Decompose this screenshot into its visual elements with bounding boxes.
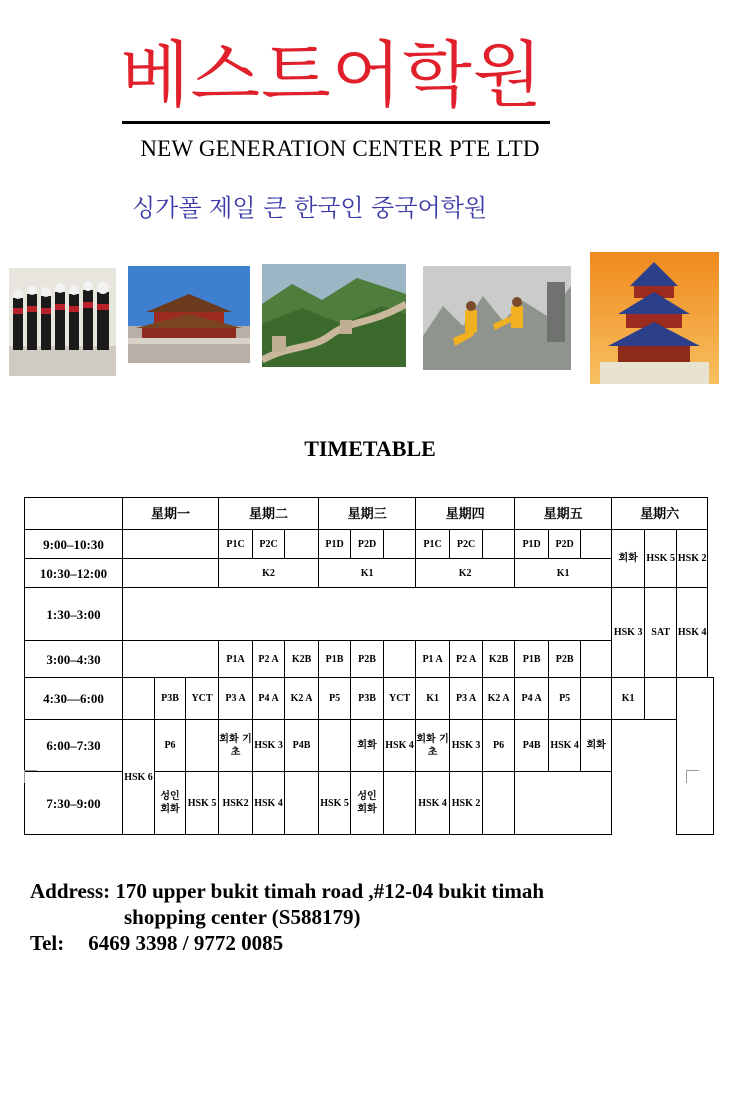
tel-value: 6469 3398 / 9772 0085: [88, 931, 284, 955]
class-cell: P3B: [351, 678, 384, 720]
empty-cell: [483, 772, 515, 835]
empty-cell: [384, 772, 416, 835]
class-cell: 회화: [612, 530, 645, 588]
school-title-korean: 베스트어학원: [120, 33, 544, 117]
empty-cell: [285, 772, 319, 835]
empty-cell: [581, 678, 612, 720]
empty-cell: [384, 641, 416, 678]
time-slot: 9:00–10:30: [25, 530, 123, 559]
empty-cell: [384, 530, 416, 559]
empty-cell: [319, 720, 351, 772]
empty-cell: [186, 720, 219, 772]
time-slot: 1:30–3:00: [25, 588, 123, 641]
timetable-heading: TIMETABLE: [304, 436, 436, 461]
address-line-2: shopping center (S588179): [124, 905, 361, 929]
class-cell: HSK 4: [549, 720, 581, 772]
class-cell: P4 A: [253, 678, 285, 720]
great-wall-photo: [262, 264, 406, 367]
empty-cell: [645, 678, 677, 720]
class-cell: K2: [219, 559, 319, 588]
class-cell: HSK 5: [645, 530, 677, 588]
timetable-header-row: [25, 498, 714, 530]
class-cell: P1C: [219, 530, 253, 559]
class-cell: K1: [612, 678, 645, 720]
class-cell: HSK 2: [450, 772, 483, 835]
class-cell: SAT: [645, 588, 677, 678]
class-cell: P2D: [351, 530, 384, 559]
school-title-english: NEW GENERATION CENTER PTE LTD: [140, 136, 540, 161]
class-cell: P2B: [351, 641, 384, 678]
class-cell: P1B: [515, 641, 549, 678]
class-cell: P1C: [416, 530, 450, 559]
day-header: 星期五: [515, 498, 612, 530]
class-cell: YCT: [384, 678, 416, 720]
class-cell: K2B: [285, 641, 319, 678]
timetable-row: [25, 588, 714, 641]
class-cell: HSK 6: [123, 720, 155, 835]
day-header: 星期三: [319, 498, 416, 530]
class-cell: HSK 4: [384, 720, 416, 772]
address-block: [30, 878, 544, 956]
class-cell: 성인 회화: [155, 772, 186, 835]
timetable-row: [25, 559, 714, 588]
time-slot: 10:30–12:00: [25, 559, 123, 588]
time-slot: 7:30–9:00: [25, 772, 123, 835]
class-cell: K2 A: [483, 678, 515, 720]
class-cell: HSK 3: [612, 588, 645, 678]
class-cell: HSK 5: [186, 772, 219, 835]
forbidden-city-photo: [128, 266, 250, 363]
class-cell: P3 A: [450, 678, 483, 720]
title-divider: [122, 121, 550, 124]
class-cell: HSK 4: [253, 772, 285, 835]
minority-dancers-photo: [9, 268, 116, 376]
class-cell: P2C: [450, 530, 483, 559]
time-slot: 4:30—6:00: [25, 678, 123, 720]
class-cell: P2B: [549, 641, 581, 678]
class-cell: HSK 4: [677, 588, 708, 678]
empty-cell: [123, 678, 155, 720]
class-cell: K1: [416, 678, 450, 720]
class-cell: P2 A: [253, 641, 285, 678]
time-slot: 6:00–7:30: [25, 720, 123, 772]
timetable: [24, 497, 714, 835]
empty-cell: [123, 588, 612, 641]
tel-label: Tel:: [30, 931, 65, 955]
class-cell: YCT: [186, 678, 219, 720]
empty-cell: [123, 559, 219, 588]
class-cell: P5: [319, 678, 351, 720]
class-cell: K2B: [483, 641, 515, 678]
kungfu-monks-photo: [423, 266, 571, 370]
empty-cell: [123, 641, 219, 678]
day-header: 星期二: [219, 498, 319, 530]
timetable-row: [25, 678, 714, 720]
day-header: 星期一: [123, 498, 219, 530]
class-cell: HSK 5: [319, 772, 351, 835]
empty-cell: [483, 530, 515, 559]
class-cell: P3B: [155, 678, 186, 720]
class-cell: P6: [483, 720, 515, 772]
class-cell: 회화: [351, 720, 384, 772]
empty-cell: [123, 530, 219, 559]
address-line-1: 170 upper bukit timah road ,#12-04 bukit timah: [115, 879, 545, 903]
class-cell: 성인 회화: [351, 772, 384, 835]
day-header: 星期四: [416, 498, 515, 530]
corner-mark-right: [686, 770, 699, 783]
class-cell: HSK 2: [677, 530, 708, 588]
corner-cell: [25, 498, 123, 530]
class-cell: P6: [155, 720, 186, 772]
class-cell: P2C: [253, 530, 285, 559]
empty-cell: [581, 530, 612, 559]
class-cell: P4B: [285, 720, 319, 772]
class-cell: K1: [319, 559, 416, 588]
class-cell: 회화 기초: [416, 720, 450, 772]
temple-of-heaven-photo: [590, 252, 719, 384]
class-cell: P2 A: [450, 641, 483, 678]
class-cell: HSK 4: [416, 772, 450, 835]
class-cell: P4B: [515, 720, 549, 772]
empty-cell: [677, 678, 714, 835]
class-cell: P1 A: [416, 641, 450, 678]
class-cell: P2D: [549, 530, 581, 559]
class-cell: HSK 3: [450, 720, 483, 772]
time-slot: 3:00–4:30: [25, 641, 123, 678]
class-cell: P1A: [219, 641, 253, 678]
empty-cell: [285, 530, 319, 559]
address-label: Address:: [30, 879, 111, 903]
empty-cell: [515, 772, 612, 835]
class-cell: P1D: [515, 530, 549, 559]
class-cell: P4 A: [515, 678, 549, 720]
class-cell: K2: [416, 559, 515, 588]
class-cell: K2 A: [285, 678, 319, 720]
class-cell: HSK 3: [253, 720, 285, 772]
class-cell: 회화: [581, 720, 612, 772]
class-cell: 회화 기초: [219, 720, 253, 772]
class-cell: P5: [549, 678, 581, 720]
school-subtitle: 싱가폴 제일 큰 한국인 중국어학원: [132, 194, 488, 222]
empty-cell: [581, 641, 612, 678]
class-cell: P1D: [319, 530, 351, 559]
class-cell: HSK2: [219, 772, 253, 835]
corner-mark-left: [24, 770, 37, 783]
day-header: 星期六: [612, 498, 708, 530]
class-cell: K1: [515, 559, 612, 588]
class-cell: P3 A: [219, 678, 253, 720]
class-cell: P1B: [319, 641, 351, 678]
timetable-row: [25, 720, 714, 772]
timetable-row: [25, 530, 714, 559]
timetable-row: [25, 641, 714, 678]
